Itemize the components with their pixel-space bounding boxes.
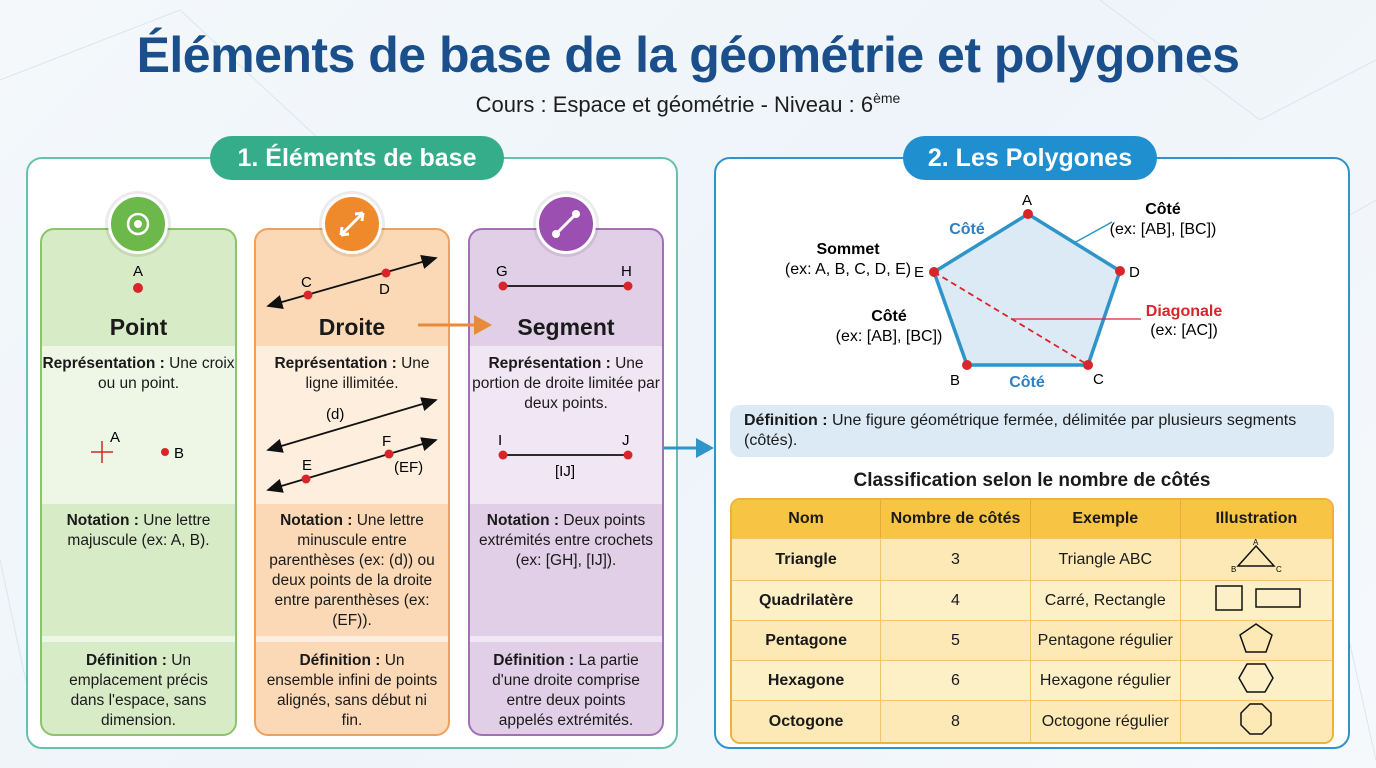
row-sides: 4 [881, 580, 1031, 620]
segment-rep-text: Une portion de droite limitée par deux points. [472, 355, 660, 412]
pentagon-icon [1236, 621, 1276, 655]
subtitle-text: Cours : Espace et géométrie - Niveau : 6 [475, 92, 874, 117]
segment-notation-text: Deux points extrémités entre crochets (ex: [GH], [IJ]). [478, 512, 653, 569]
polygon-table [730, 498, 1334, 744]
page-title: Éléments de base de la géométrie et polygones [136, 27, 1240, 83]
point-def-text: Un emplacement précis dans l'espace, sans dimension. [69, 652, 208, 729]
row-illustration [1181, 538, 1332, 580]
row-illustration [1181, 660, 1332, 700]
table-row [732, 538, 1332, 580]
segment-label-ij: [IJ] [554, 463, 576, 480]
polygon-definition [730, 405, 1334, 457]
segment-point-h [624, 282, 633, 291]
vertex-d [1115, 266, 1125, 276]
triangle-label-c: C [1276, 565, 1283, 574]
point-def-label: Définition : [85, 652, 167, 669]
droite-point-f [385, 450, 394, 459]
segment-def-text: La partie d'une droite comprise entre deux points appelés extrémités. [492, 652, 640, 729]
point-title: Point [109, 314, 168, 340]
sommet-example: (ex: A, B, C, D, E) [784, 261, 912, 278]
row-name: Pentagone [732, 620, 881, 660]
row-example: Pentagone régulier [1031, 620, 1181, 660]
subtitle-superscript: ème [873, 90, 901, 106]
rep-point-a-label: A [110, 429, 121, 446]
polygon-def-text: Une figure géométrique fermée, délimitée par plusieurs segments (côtés). [744, 412, 1297, 449]
quadrilateral-icon [1206, 582, 1306, 614]
segment-label-g: G [496, 263, 508, 280]
sommet-title: Sommet [816, 241, 880, 258]
cote-left-example: (ex: [AB], [BC]) [835, 328, 943, 345]
droite-def-text: Un ensemble infini de points alignés, sans début ni fin. [266, 652, 438, 729]
hexagon-icon [1236, 661, 1276, 695]
section1-pill: 1. Éléments de base [210, 136, 504, 180]
row-illustration [1181, 700, 1332, 742]
segment-point-j [624, 451, 633, 460]
vertex-b [962, 360, 972, 370]
segment-notation-label: Notation : [486, 512, 560, 529]
droite-rep-label: Représentation : [274, 355, 397, 372]
segment-label-h: H [621, 263, 632, 280]
droite-line-d [268, 400, 436, 450]
droite-def-label: Définition : [299, 652, 381, 669]
point-notation-label: Notation : [66, 512, 139, 529]
pentagon-diagram [714, 180, 1350, 400]
cote-top-label: Côté [949, 221, 985, 238]
triangle-icon [1226, 539, 1286, 575]
droite-label-f: F [382, 433, 392, 450]
row-example: Octogone régulier [1031, 700, 1181, 742]
cote-right-example: (ex: [AB], [BC]) [1109, 221, 1217, 238]
header-exemple: Exemple [1031, 500, 1181, 538]
cote-bottom-label: Côté [1009, 374, 1045, 391]
vertex-label-c: C [1093, 371, 1104, 388]
table-header-row [732, 500, 1332, 538]
row-sides: 6 [881, 660, 1031, 700]
droite-label-dparen: (d) [326, 406, 345, 423]
blue-arrow-icon [664, 438, 714, 458]
header-nombre: Nombre de côtés [881, 500, 1031, 538]
row-sides: 3 [881, 538, 1031, 580]
vertex-c [1083, 360, 1093, 370]
row-example: Triangle ABC [1031, 538, 1181, 580]
row-example: Carré, Rectangle [1031, 580, 1181, 620]
diagonal-example: (ex: [AC]) [1150, 322, 1218, 339]
vertex-label-d: D [1129, 264, 1140, 281]
triangle-label-a: A [1253, 539, 1259, 547]
row-illustration [1181, 580, 1332, 620]
row-name: Quadrilatère [732, 580, 881, 620]
row-sides: 5 [881, 620, 1031, 660]
droite-point-c [304, 291, 313, 300]
droite-title: Droite [318, 314, 386, 340]
rep-point-b-dot [161, 448, 169, 456]
droite-label-d: D [379, 281, 390, 298]
octagon-icon [1236, 701, 1276, 737]
point-head-label: A [132, 263, 144, 280]
droite-point-d [382, 269, 391, 278]
rep-point-b-label: B [174, 445, 185, 462]
row-sides: 8 [881, 700, 1031, 742]
droite-notation-text: Une lettre minuscule entre parenthèses (ex: (d)) ou deux points de la droite entre parenthèses (ex: (EF)). [269, 512, 435, 629]
row-illustration [1181, 620, 1332, 660]
row-example: Hexagone régulier [1031, 660, 1181, 700]
segment-point-g [499, 282, 508, 291]
row-name: Triangle [732, 538, 881, 580]
point-rep-label: Représentation : [42, 355, 165, 372]
table-row [732, 700, 1332, 742]
vertex-a [1023, 209, 1033, 219]
vertex-label-b: B [950, 372, 961, 389]
droite-head-line [268, 258, 436, 306]
point-notation-text: Une lettre majuscule (ex: A, B). [67, 512, 211, 549]
table-row [732, 660, 1332, 700]
droite-notation-label: Notation : [280, 512, 353, 529]
point-rep-text: Une croix ou un point. [97, 355, 235, 392]
header-illustration: Illustration [1181, 500, 1332, 538]
triangle-label-b: B [1231, 565, 1237, 574]
droite-point-e [302, 475, 311, 484]
header-nom: Nom [732, 500, 881, 538]
table-row [732, 620, 1332, 660]
segment-def-label: Définition : [493, 652, 575, 669]
orange-arrow-icon [418, 315, 492, 335]
segment-label-j: J [622, 432, 630, 449]
droite-label-ef: (EF) [394, 459, 424, 476]
droite-rep-text: Une ligne illimitée. [305, 355, 430, 392]
cote-left-title: Côté [871, 308, 907, 325]
row-name: Hexagone [732, 660, 881, 700]
droite-label-c: C [301, 274, 312, 291]
point-head-dot [133, 283, 143, 293]
diagonal-title: Diagonale [1145, 303, 1223, 320]
droite-label-e: E [302, 457, 313, 474]
cote-pointer [1074, 222, 1112, 243]
segment-title: Segment [517, 314, 615, 340]
polygon-def-label: Définition : [744, 412, 828, 429]
segment-label-i: I [498, 432, 503, 449]
vertex-e [929, 267, 939, 277]
cote-right-title: Côté [1145, 201, 1181, 218]
row-name: Octogone [732, 700, 881, 742]
classification-title: Classification selon le nombre de côtés [853, 470, 1211, 491]
segment-rep-label: Représentation : [488, 355, 611, 372]
section2-pill: 2. Les Polygones [903, 136, 1157, 180]
segment-point-i [499, 451, 508, 460]
table-row [732, 580, 1332, 620]
vertex-label-e: E [914, 264, 925, 281]
vertex-label-a: A [1022, 192, 1033, 209]
